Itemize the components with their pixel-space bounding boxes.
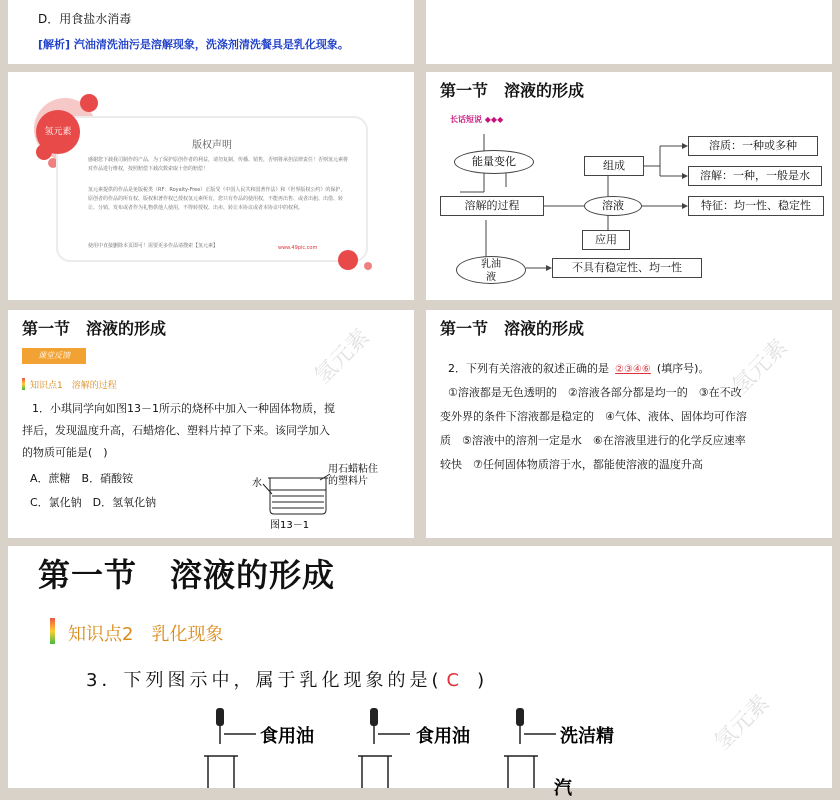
slide-question-3 <box>8 546 832 799</box>
node-emulsion <box>456 256 526 284</box>
node-solution: 溶液 <box>584 196 642 216</box>
copyright-paragraph: 使用中直接删除本页即可！需要更多作品请搜索【氢元素】 <box>88 243 219 249</box>
slide-blank <box>426 0 832 64</box>
analysis-text: [解析] 汽油清洗油污是溶解现象，洗涤剂清洗餐具是乳化现象。 <box>38 38 349 51</box>
tip-label: 长话短说 ◆◆◆ <box>450 115 504 124</box>
label-detergent: 洗洁精 <box>560 726 614 747</box>
label-cooking-oil-1: 食用油 <box>260 726 314 747</box>
statement-line: 较快 ⑦任何固体物质溶于水，都能使溶液的温度升高 <box>440 458 703 471</box>
label-gasoline: 汽 <box>554 778 572 799</box>
slide-question-2 <box>426 310 832 538</box>
knowledge-point-label: 知识点1 溶解的过程 <box>30 381 117 391</box>
question-prefix: 3．下列图示中，属于乳化现象的是( <box>86 670 443 691</box>
node-emulsion-top: 乳油 <box>481 259 501 270</box>
statement-line: 质 ⑤溶液中的溶剂一定是水 ⑥在溶液里进行的化学反应速率 <box>440 434 746 447</box>
slide-mindmap <box>426 72 832 300</box>
water-label: 水 <box>252 478 262 489</box>
question-2-stem <box>448 358 709 381</box>
figure-caption: 图13－1 <box>270 520 310 531</box>
decor-circle <box>338 250 358 270</box>
copyright-paragraph: 感谢您下载我司制作的产品，为了保护原创作者的利益，请勿复制、传播、销售，否则将承担法律责任！否则氢元素将对作品进行维权，按照赔偿下载次数索取十倍的赔偿！ <box>88 157 349 172</box>
node-solute: 溶质：一种或多种 <box>688 136 818 156</box>
node-use: 应用 <box>582 230 630 250</box>
slide-copyright <box>8 72 414 300</box>
node-compose: 组成 <box>584 156 644 176</box>
question-prefix: 2．下列有关溶液的叙述正确的是 <box>448 362 609 375</box>
watermark: 氢元素 <box>310 324 375 390</box>
copyright-paragraph: 氢元素提供的作品是免版税类（RF：Royalty-Free）正版受《中国人民共和国著作法》和《世界版权公约》的保护，原创者的作品的所有权、版权和著作权已授权氢元素所有，您只有作品的使用权，不能再出售、或者出租、出借、转让、分销、发布或者作为礼物供他人使用，不得转授权、出卖、转让本协议或者本协议中的权利。 <box>88 187 346 211</box>
slide-answer-analysis <box>8 0 414 64</box>
options-cd: C．氯化钠 D．氢氧化钠 <box>30 496 157 509</box>
test-tube-figures <box>8 546 832 788</box>
node-feature: 特征：均一性、稳定性 <box>688 196 824 216</box>
answer-text: ②③④⑥ <box>615 364 651 375</box>
node-process: 溶解的过程 <box>440 196 544 216</box>
logo-badge: 氢元素 <box>36 110 80 154</box>
question-line: 的物质可能是( ) <box>22 446 108 459</box>
knowledge-point-label: 知识点2 乳化现象 <box>68 624 224 645</box>
copyright-card <box>56 116 368 262</box>
option-d: D．用食盐水消毒 <box>38 12 132 26</box>
feedback-badge: 课堂反馈 <box>22 348 86 364</box>
section-title: 第一节 溶液的形成 <box>22 319 167 338</box>
plate-label <box>328 464 378 488</box>
slide-question-1 <box>8 310 414 538</box>
plate-label-line2: 的塑料片 <box>328 476 368 487</box>
question-suffix: (填序号)。 <box>656 362 710 375</box>
statement-line: ①溶液都是无色透明的 ②溶液各部分都是均一的 ③在不改 <box>448 386 742 399</box>
answer-text: C <box>446 670 464 691</box>
section-title: 第一节 溶液的形成 <box>440 81 585 100</box>
decor-circle <box>80 94 98 112</box>
question-line: 1．小琪同学向如图13－1所示的烧杯中加入一种固体物质，搅 <box>32 402 335 415</box>
question-suffix: ) <box>477 670 489 691</box>
watermark: 氢元素 <box>728 334 793 400</box>
decor-circle <box>364 262 372 270</box>
label-cooking-oil-2: 食用油 <box>416 726 470 747</box>
question-line: 拌后，发现温度升高，石蜡熔化、塑料片掉了下来。该同学加入 <box>22 424 330 437</box>
node-energy: 能量变化 <box>454 150 534 174</box>
section-title: 第一节 溶液的形成 <box>440 319 585 338</box>
section-title: 第一节 溶液的形成 <box>38 556 336 594</box>
copyright-url: www.49pic.com <box>278 245 318 251</box>
options-ab: A．蔗糖 B．硝酸铵 <box>30 472 134 485</box>
statement-line: 变外界的条件下溶液都是稳定的 ④气体、液体、固体均可作溶 <box>440 410 747 423</box>
watermark: 氢元素 <box>710 690 775 756</box>
node-unstable: 不具有稳定性、均一性 <box>552 258 702 278</box>
node-solvent: 溶解：一种，一般是水 <box>688 166 822 186</box>
plate-label-line1: 用石蜡粘住 <box>328 464 378 475</box>
copyright-heading: 版权声明 <box>192 140 232 151</box>
node-emulsion-bottom: 液 <box>486 272 496 283</box>
